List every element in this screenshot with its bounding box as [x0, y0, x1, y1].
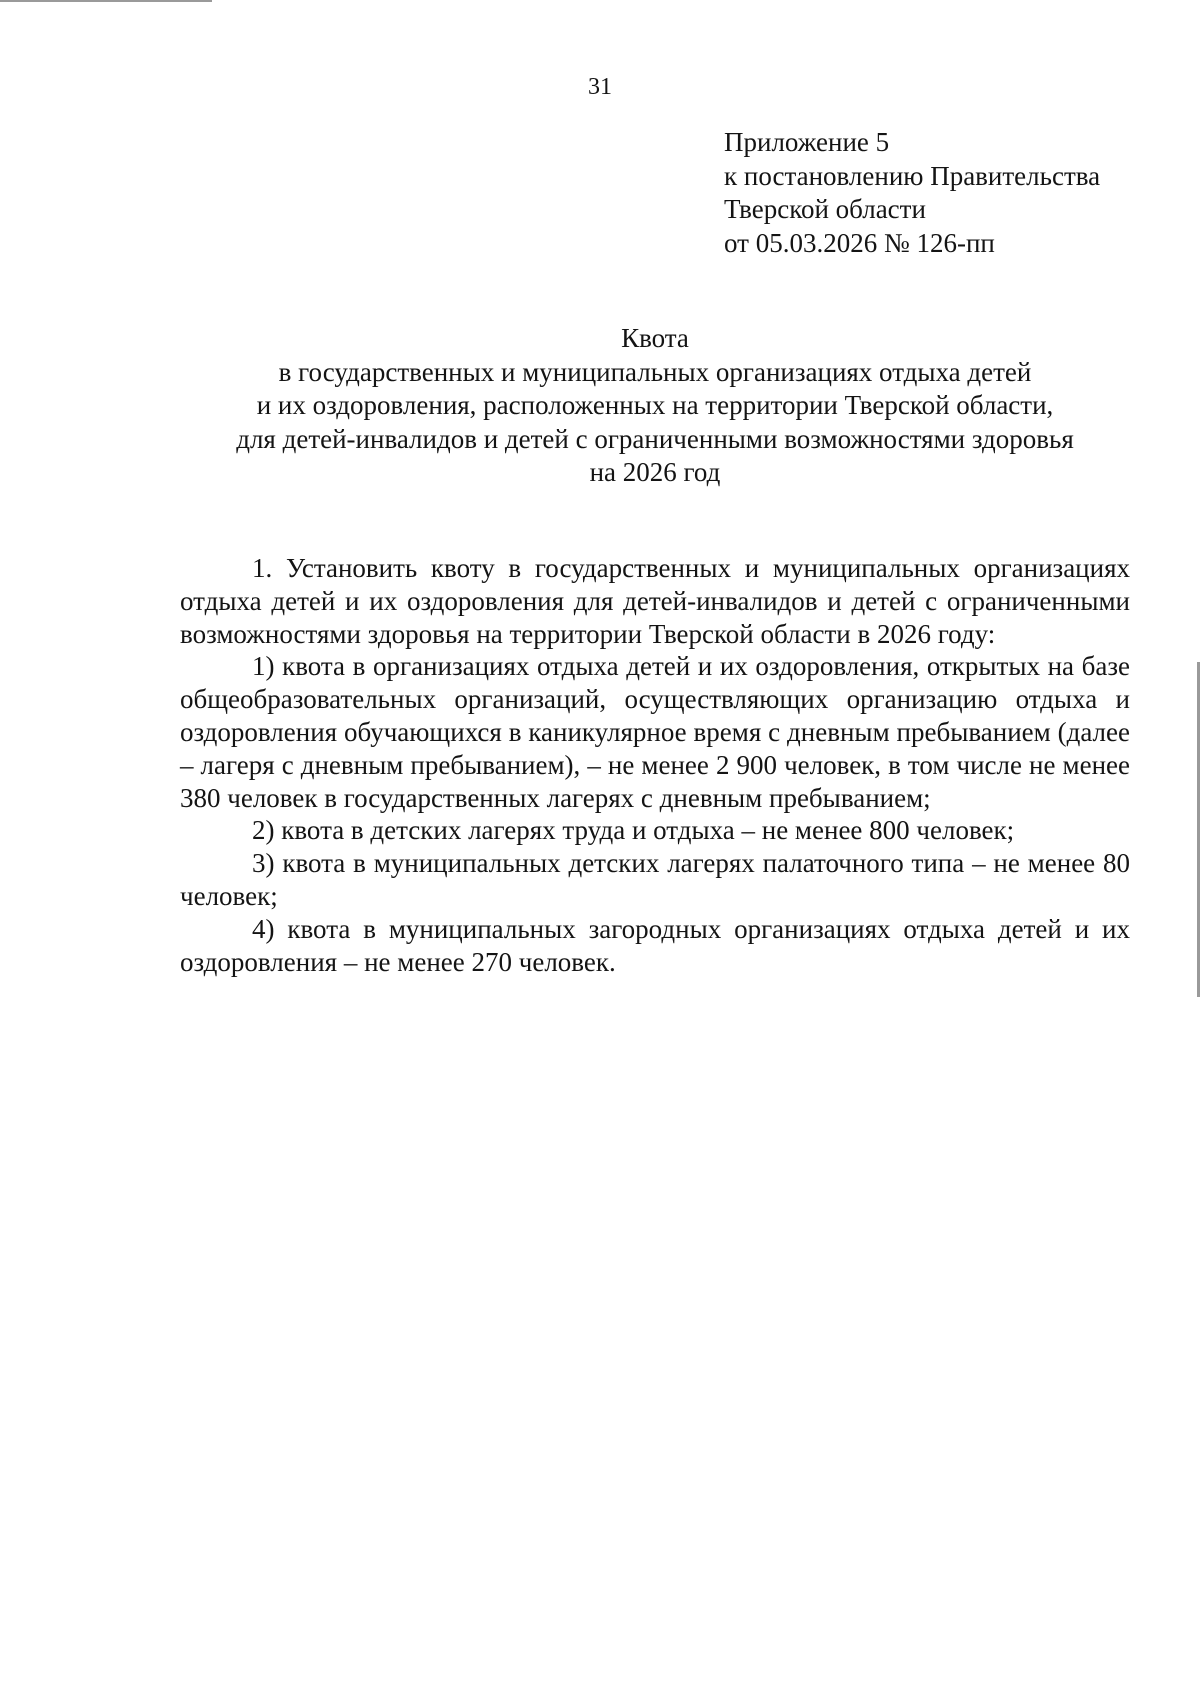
appendix-line-1: Приложение 5 [724, 127, 890, 157]
page-number: 31 [588, 74, 612, 100]
title-line-4: на 2026 год [589, 457, 721, 487]
title-main: Квота [621, 323, 689, 353]
appendix-line-3: Тверской области [724, 194, 926, 224]
list-item-3: 3) квота в муниципальных детских лагерях палаточного типа – не менее 80 человек; [180, 848, 1130, 911]
list-item-4: 4) квота в муниципальных загородных организациях отдыха детей и их оздоровления – не менее 270 человек. [180, 913, 1130, 977]
appendix-block [724, 126, 1184, 260]
document-title [180, 322, 1130, 490]
title-line-1: в государственных и муниципальных организациях отдыха детей [278, 356, 1032, 387]
appendix-line-4: от 05.03.2026 № 126-пп [724, 227, 995, 258]
list-item-1: 1) квота в организациях отдыха детей и их оздоровления, открытых на базе общеобразовательных организаций, осуществляющих организацию отдыха и оздоровления обучающихся в каникулярное время с дневным пребыванием (далее – лагеря с дневным пребыванием), – не менее 2 900 человек, в том числе не менее 380 человек в государственных лагерях с дневным пребыванием; [180, 651, 1130, 813]
appendix-line-2: к постановлению Правительства [724, 160, 1101, 191]
paragraph-1: 1. Установить квоту в государственных и муниципальных организациях отдыха детей и их оздоровления для детей-инвалидов и детей с ограниченными возможностями здоровья на территории Тверской области в 2026 году: [180, 553, 1130, 649]
title-line-3: для детей-инвалидов и детей с ограниченными возможностями здоровья [236, 423, 1074, 454]
list-item-2: 2) квота в детских лагерях труда и отдыха – не менее 800 человек; [252, 815, 1015, 846]
document-body [180, 552, 1130, 978]
title-line-2: и их оздоровления, расположенных на территории Тверской области, [256, 390, 1054, 420]
scan-edge-top [0, 0, 212, 2]
